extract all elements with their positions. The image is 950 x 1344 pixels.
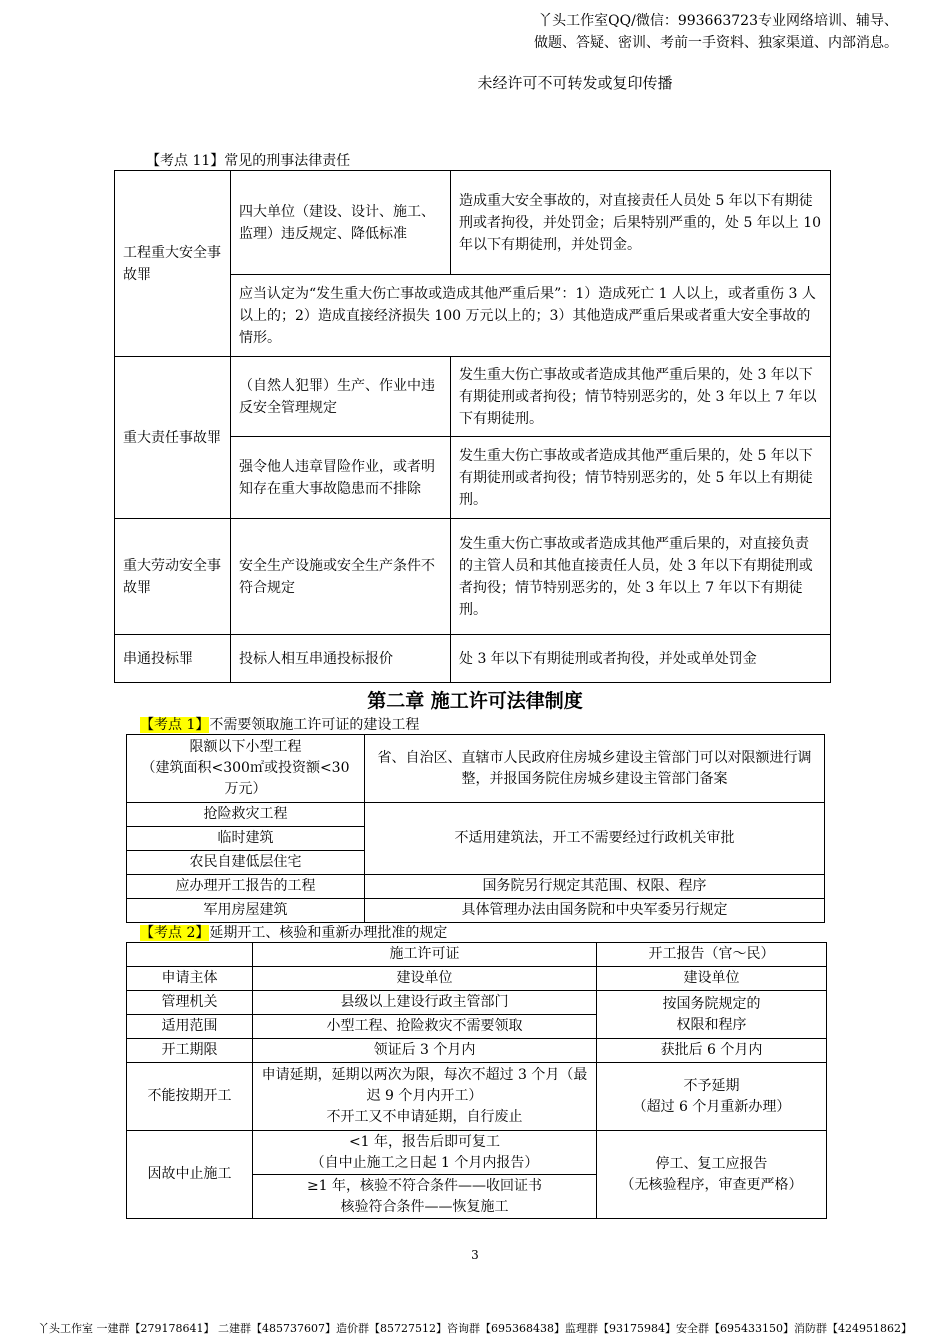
row-deadline: 开工期限 (127, 1039, 253, 1063)
row-applicant: 申请主体 (127, 967, 253, 991)
kp2-caption-text: 延期开工、核验和重新办理批准的规定 (209, 925, 448, 941)
col-start-report: 开工报告（官～民） (597, 943, 827, 967)
cond-facilities: 安全生产设施或安全生产条件不符合规定 (231, 519, 451, 635)
permit-comparison-table (126, 942, 827, 1219)
row-authority: 管理机关 (127, 991, 253, 1015)
authority-permit: 县级以上建设行政主管部门 (253, 991, 597, 1015)
penalty-bid-collusion: 处 3 年以下有期徒刑或者拘役，并处或单处罚金 (451, 635, 831, 683)
crime-labor-safety: 重大劳动安全事故罪 (115, 519, 231, 635)
cond-four-units: 四大单位（建设、设计、施工、监理）违反规定、降低标准 (231, 171, 451, 275)
header-line-2: 做题、答疑、密训、考前一手资料、独家渠道、内部消息。 (534, 35, 898, 51)
suspension-report: 停工、复工应报告 （无核验程序，审查更严格） (597, 1131, 827, 1219)
small-project-cell: 限额以下小型工程 （建筑面积<300㎡或投资额<30 万元） (127, 735, 365, 803)
cannot-start-permit: 申请延期，延期以两次为限，每次不超过 3 个月（最迟 9 个月内开工） 不开工又不申请延期，自行废止 (253, 1063, 597, 1131)
small-project-rule: 省、自治区、直辖市人民政府住房城乡建设主管部门可以对限额进行调整，并报国务院住房城乡建设主管部门备案 (365, 735, 825, 803)
crime-major-responsibility: 重大责任事故罪 (115, 357, 231, 519)
chapter-title: 第二章 施工许可法律制度 (367, 690, 583, 712)
authority-scope-report: 按国务院规定的 权限和程序 (597, 991, 827, 1039)
kp1-tag: 【考点 1】 (140, 717, 210, 733)
start-report-project-cell: 应办理开工报告的工程 (127, 875, 365, 899)
applicant-permit: 建设单位 (253, 967, 597, 991)
no-copy-notice: 未经许可不可转发或复印传播 (477, 74, 673, 92)
header-line-1: 丫头工作室QQ/微信：993663723专业网络培训、辅导、 (538, 13, 898, 29)
header-empty (127, 943, 253, 967)
penalty-major-project: 造成重大安全事故的，对直接责任人员处 5 年以下有期徒刑或者拘役，并处罚金；后果特别严重的，处 5 年以上 10 年以下有期徒刑，并处罚金。 (451, 171, 831, 275)
cond-bid-collusion: 投标人相互串通投标报价 (231, 635, 451, 683)
no-approval-rule: 不适用建筑法，开工不需要经过行政机关审批 (365, 803, 825, 875)
deadline-permit: 领证后 3 个月内 (253, 1039, 597, 1063)
crime-bid-collusion: 串通投标罪 (115, 635, 231, 683)
footer-groups: 丫头工作室 一建群【279178641】 二建群【485737607】造价群【85727512】咨询群【695368438】监理群【93175984】安全群【695433150】消防群【424951862】 (38, 1322, 912, 1335)
cond-force-risky-work: 强令他人违章冒险作业，或者明知存在重大事故隐患而不排除 (231, 437, 451, 519)
military-building-cell: 军用房屋建筑 (127, 899, 365, 923)
deadline-report: 获批后 6 个月内 (597, 1039, 827, 1063)
row-scope: 适用范围 (127, 1015, 253, 1039)
crime-major-project-safety: 工程重大安全事故罪 (115, 171, 231, 357)
no-permit-table (126, 734, 825, 923)
row-suspension: 因故中止施工 (127, 1131, 253, 1219)
scope-permit: 小型工程、抢险救灾不需要领取 (253, 1015, 597, 1039)
kp2-caption (140, 922, 447, 942)
temporary-building-cell: 临时建筑 (127, 827, 365, 851)
criminal-liability-table (114, 170, 831, 683)
kp1-caption-text: 不需要领取施工许可证的建设工程 (209, 717, 420, 733)
kp11-caption: 【考点 11】常见的刑事法律责任 (146, 153, 351, 169)
suspension-under-1y: <1 年，报告后即可复工 （自中止施工之日起 1 个月内报告） (253, 1131, 597, 1175)
suspension-over-1y: ≥1 年，核验不符合条件——收回证书 核验符合条件——恢复施工 (253, 1175, 597, 1219)
col-permit: 施工许可证 (253, 943, 597, 967)
note-serious-consequences: 应当认定为“发生重大伤亡事故或造成其他严重后果”：1）造成死亡 1 人以上，或者重伤 3 人以上的；2）造成直接经济损失 100 万元以上的；3）其他造成严重后果或者重大安全事故的情形。 (231, 275, 831, 357)
applicant-report: 建设单位 (597, 967, 827, 991)
penalty-responsibility-2: 发生重大伤亡事故或者造成其他严重后果的，处 5 年以下有期徒刑或者拘役；情节特别恶劣的，处 5 年以上有期徒刑。 (451, 437, 831, 519)
kp2-tag: 【考点 2】 (140, 925, 210, 941)
page-number: 3 (471, 1248, 479, 1262)
start-report-rule: 国务院另行规定其范围、权限、程序 (365, 875, 825, 899)
kp1-caption (140, 714, 419, 734)
farmer-housing-cell: 农民自建低层住宅 (127, 851, 365, 875)
cond-natural-person: （自然人犯罪）生产、作业中违反安全管理规定 (231, 357, 451, 437)
penalty-responsibility-1: 发生重大伤亡事故或者造成其他严重后果的，处 3 年以下有期徒刑或者拘役；情节特别恶劣的，处 3 年以上 7 年以下有期徒刑。 (451, 357, 831, 437)
penalty-labor-safety: 发生重大伤亡事故或者造成其他严重后果的，对直接负责的主管人员和其他直接责任人员，处 3 年以下有期徒刑或者拘役；情节特别恶劣的，处 3 年以上 7 年以下有期徒刑。 (451, 519, 831, 635)
row-cannot-start: 不能按期开工 (127, 1063, 253, 1131)
emergency-project-cell: 抢险救灾工程 (127, 803, 365, 827)
military-building-rule: 具体管理办法由国务院和中央军委另行规定 (365, 899, 825, 923)
cannot-start-report: 不予延期 （超过 6 个月重新办理） (597, 1063, 827, 1131)
